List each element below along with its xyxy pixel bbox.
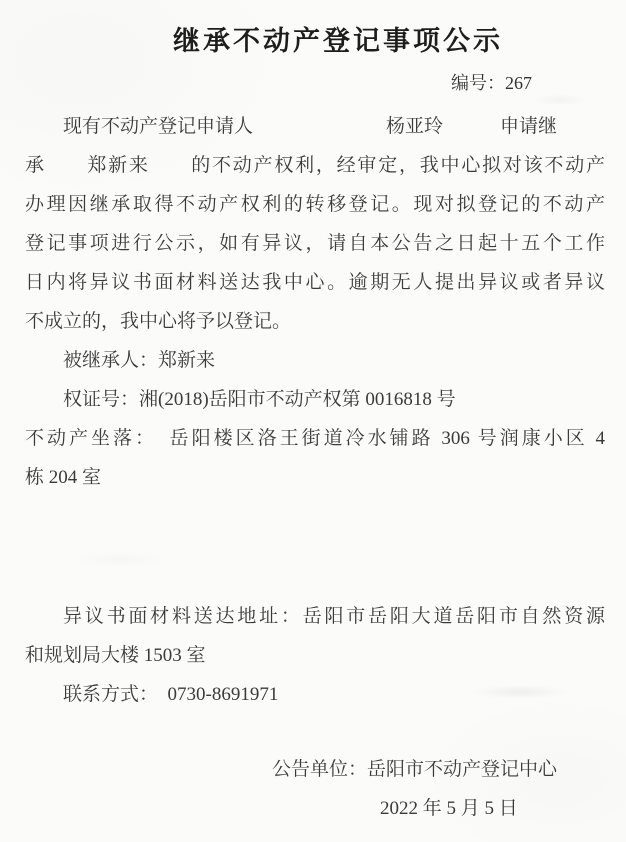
property-location-line: 不动产坐落： 岳阳楼区洛王街道冷水铺路 306 号润康小区 4 xyxy=(25,428,605,449)
body-line: 不成立的，我中心将予以登记。 xyxy=(25,311,292,332)
certificate-number-line: 权证号：湘(2018)岳阳市不动产权第 0016818 号 xyxy=(63,389,456,410)
notice-body xyxy=(25,107,605,497)
body-line: 办理因继承取得不动产权利的转移登记。现对拟登记的不动产 xyxy=(25,194,605,215)
issuing-unit-line: 公告单位：岳阳市不动产登记中心 xyxy=(272,759,558,780)
doc-number: 编号：267 xyxy=(451,73,532,93)
date-line: 2022 年 5 月 5 日 xyxy=(380,798,518,819)
objection-notice xyxy=(25,597,605,714)
body-line: 日内将异议书面材料送达我中心。逾期无人提出异议或者异议 xyxy=(25,272,605,293)
objection-address-line: 和规划局大楼 1503 室 xyxy=(25,645,206,666)
body-line: 承 郑新来 的不动产权利，经审定，我中心拟对该不动产 xyxy=(25,155,605,176)
objection-address-line: 异议书面材料送达地址：岳阳市岳阳大道岳阳市自然资源 xyxy=(63,606,605,627)
notice-content xyxy=(0,22,626,828)
contact-line: 联系方式： 0730-8691971 xyxy=(63,684,279,705)
page-title: 继承不动产登记事项公示 xyxy=(173,26,503,56)
body-line: 登记事项进行公示，如有异议，请自本公告之日起十五个工作 xyxy=(25,233,605,254)
decedent-line: 被继承人：郑新来 xyxy=(63,350,216,371)
body-line: 现有不动产登记申请人 杨亚玲 申请继 xyxy=(63,116,558,137)
signature-block xyxy=(25,750,605,828)
property-location-line: 栋 204 室 xyxy=(25,467,102,488)
